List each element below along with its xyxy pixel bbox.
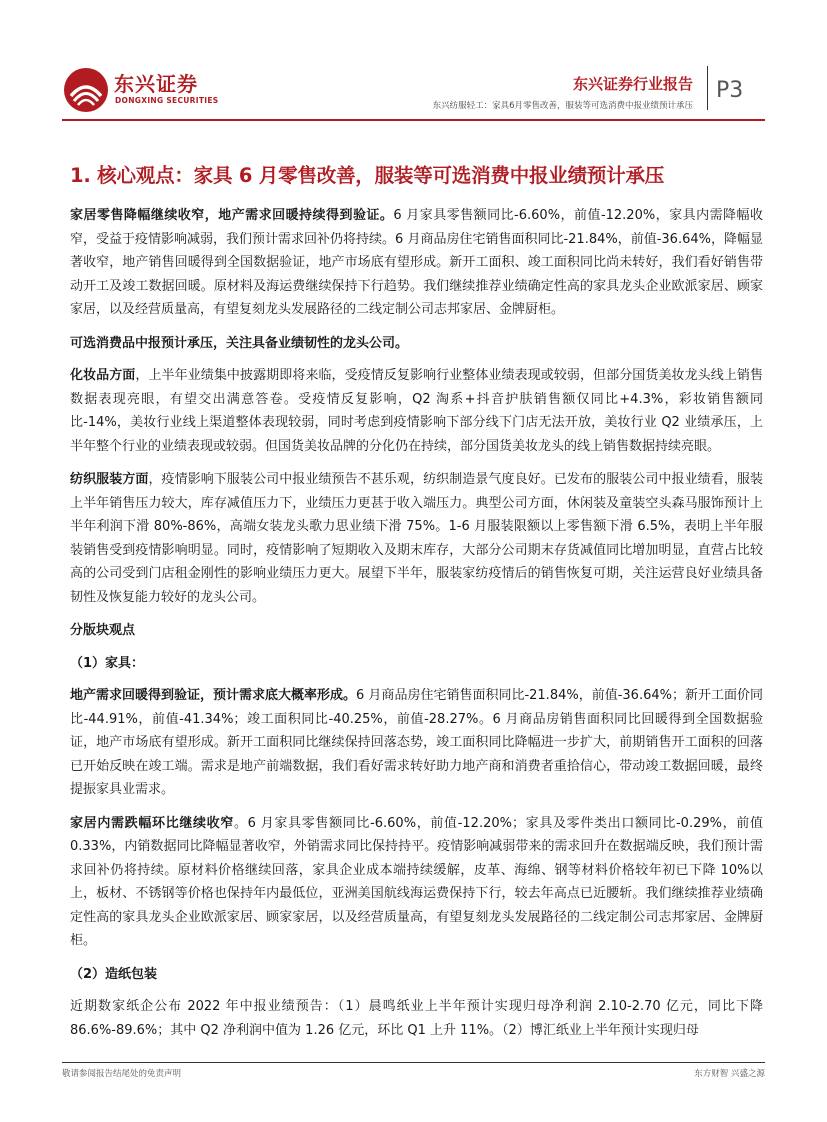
paragraph-property-demand: [70, 684, 763, 802]
logo-text-en: DONGXING SECURITIES: [115, 96, 219, 105]
paragraph-optional-consumption: [70, 332, 763, 356]
section-title: 1. 核心观点：家具 6 月零售改善，服装等可选消费中报业绩预计承压: [70, 164, 665, 187]
paragraph-cosmetics: [70, 364, 763, 458]
paragraph-lead: 可选消费品中报预计承压，关注具备业绩韧性的龙头公司。: [70, 335, 409, 351]
logo-text-cn: 东兴证券: [114, 72, 198, 96]
paragraph-textile-apparel: [70, 468, 763, 609]
paragraph-text: 6 月商品房住宅销售面积同比-21.84%，前值-36.64%；新开工面价同比-44.91%，前值-41.34%；竣工面积同比-40.25%，前值-28.27%。6 月商品房销售面积同比回暖得到全国数据验证，地产市场底有望形成。新开工面积同比继续保持回落态势，竣工面积同比降幅进一步扩大，前期销售开工面积的回落已开始反映在竣工端。需求是地产前端数据，我们看好需求转好助力地产商和消费者重拾信心，带动竣工数据回暖，最终提振家具业需求。: [70, 688, 763, 797]
paragraph-home-demand: [70, 812, 763, 953]
footer-disclaimer: 敬请参阅报告结尾处的免责声明: [62, 1069, 182, 1079]
company-logo: [62, 66, 252, 116]
dongxing-logo-icon: [62, 66, 110, 114]
header-divider: [707, 66, 708, 110]
report-title: 东兴证券行业报告: [572, 75, 693, 93]
page-number: P3: [716, 78, 744, 103]
paragraph-text: ，上半年业绩集中披露期即将来临，受疫情反复影响行业整体业绩表现或较弱，但部分国货美妆龙头线上销售数据表现亮眼，有望交出满意答卷。受疫情反复影响，Q2 淘系+抖音护肤销售额仅同比+4.3%，彩妆销售额同比-14%，美妆行业线上渠道整体表现较弱，同时考虑到疫情影响下部分线下门店无法开放，美妆行业 Q2 业绩承压，上半年整个行业的业绩表现或较弱。但国货美妆品牌的分化仍在持续，部分国货美妆龙头的线上销售数据持续亮眼。: [70, 368, 763, 454]
report-body: [70, 204, 763, 1052]
sub-heading-paper: （2）造纸包装: [70, 966, 158, 982]
paragraph-text: 6 月家具零售额同比-6.60%，前值-12.20%，家具内需降幅收窄，受益于疫情影响减弱，我们预计需求回补仍将持续。6 月商品房住宅销售面积同比-21.84%，前值-36.64%，降幅显著收窄，地产销售回暖得到全国数据验证，地产市场底有望形成。新开工面积、竣工面积同比尚未转好，我们看好销售带动开工及竣工数据回暖。原材料及海运费继续保持下行趋势。我们继续推荐业绩确定性高的家具龙头企业欧派家居、顾家家居，以及经营质量高，有望复刻龙头发展路径的二线定制公司志邦家居、金牌厨柜。: [70, 208, 763, 317]
paragraph-lead: 家居内需跌幅环比继续收窄: [70, 815, 234, 831]
paragraph-text: ，疫情影响下服装公司中报业绩预告不甚乐观，纺织制造景气度良好。已发布的服装公司中报业绩看，服装上半年销售压力较大，库存减值压力下，业绩压力更甚于收入端压力。典型公司方面，休闲装及童装空头森马服饰预计上半年利润下滑 80%-86%，高端女装龙头歌力思业绩下滑 75%。1-6 月服装限额以上零售额下滑 6.5%，表明上半年服装销售受到疫情影响明显。同时，疫情影响了短期收入及期末库存，大部分公司期末存货减值同比增加明显，直营占比较高的公司受到门店租金刚性的影响业绩压力更大。展望下半年，服装家纺疫情后的销售恢复可期，关注运营良好业绩具备韧性及恢复能力较好的龙头公司。: [70, 472, 763, 605]
paragraph-lead: 地产需求回暖得到验证，预计需求底大概率形成。: [70, 688, 357, 703]
paragraph-lead: 化妆品方面: [70, 368, 136, 383]
paragraph-text: 近期数家纸企公布 2022 年中报业绩预告：（1）晨鸣纸业上半年预计实现归母净利润 2.10-2.70 亿元，同比下降 86.6%-89.6%；其中 Q2 净利润中值为 1.26 亿元，环比 Q1 上升 11%。（2）博汇纸业上半年预计实现归母: [70, 999, 763, 1038]
paragraph-text: 。6 月家具零售额同比-6.60%，前值-12.20%；家具及零件类出口额同比-0.29%，前值 0.33%，内销数据同比降幅显著收窄，外销需求同比保持持平。疫情影响减弱带来的需求回升在数据端反映，我们预计需求回补仍将持续。原材料价格继续回落，家具企业成本端持续缓解，皮革、海绵、钢等材料价格较年初已下降 10%以上，板材、不锈钢等价格也保持年内最低位，亚洲美国航线海运费保持下行，较去年高点已近腰斩。我们继续推荐业绩确定性高的家具龙头企业欧派家居、顾家家居，以及经营质量高，有望复刻龙头发展路径的二线定制公司志邦家居、金牌厨柜。: [70, 815, 763, 948]
page-header: [0, 0, 827, 130]
sub-heading-sectors: 分版块观点: [70, 623, 136, 638]
paragraph-lead: 纺织服装方面: [70, 472, 149, 487]
report-subtitle: 东兴纺服轻工：家具6月零售改善，服装等可选消费中报业绩预计承压: [432, 101, 693, 111]
sub-heading-furniture: （1）家具：: [70, 655, 145, 671]
footer-slogan: 东方财智 兴盛之源: [694, 1069, 765, 1079]
paragraph-paper-earnings: [70, 995, 763, 1042]
footer-rule: [62, 1062, 765, 1063]
paragraph-furniture-retail: [70, 204, 763, 322]
header-rule: [62, 119, 765, 121]
paragraph-lead: 家居零售降幅继续收窄，地产需求回暖持续得到验证。: [70, 208, 394, 223]
